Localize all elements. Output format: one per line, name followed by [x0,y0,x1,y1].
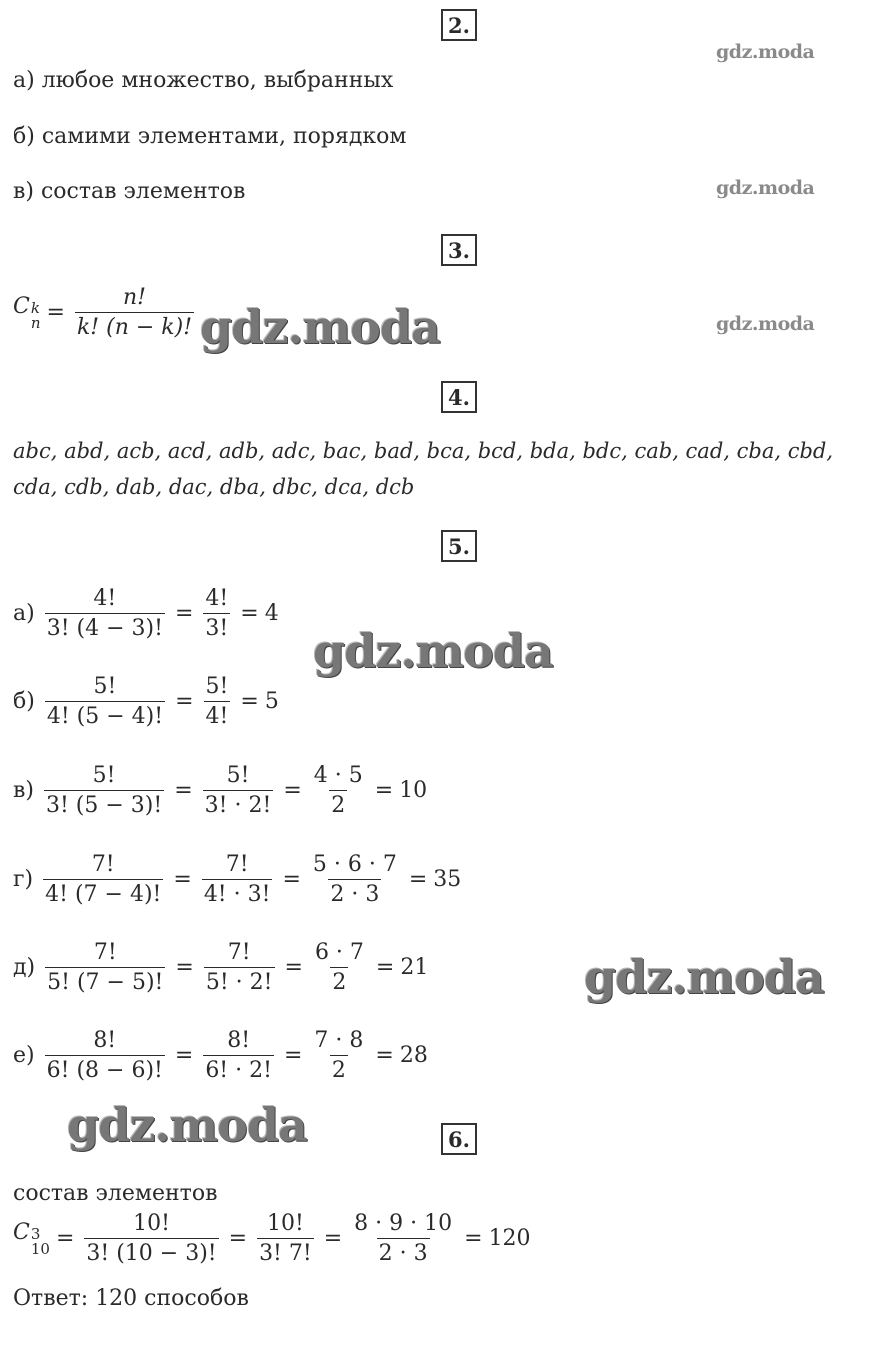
watermark: gdz.moda [716,313,815,335]
calc-row-g: г) $\frac{7!}{4! (7 - 4)!}$ = $\frac{7!}{4! \cdot 3!}$ = $\frac{5 \cdot 6 \cdot 7}{2 \cdot 3}$ = 35 [13,852,462,908]
answer-line-b: б) самими элементами, порядком [13,124,407,149]
combination-formula: C k n = $\frac{n!}{k! (n - k)!}$ [13,285,193,341]
intro-text: состав элементов [13,1181,218,1206]
answer-line-a: а) любое множество, выбранных [13,68,394,93]
section-number-2: 2 . [441,9,477,41]
formula-fraction: $\frac{n!}{k! (n - k)!}$ [76,285,193,341]
watermark: gdz.moda [67,1098,307,1152]
watermark: gdz.moda [716,41,815,63]
calc-row-b: б) $\frac{5!}{4! (5 - 4)!}$ = $\frac{5!}{4!}$ = 5 [13,674,279,730]
section-number-6: 6 . [441,1123,477,1155]
permutation-list-line-1: abc, abd, acb, acd, adb, adc, bac, bad, bca, bcd, bda, bdc, cab, cad, cba, cbd, [13,439,834,463]
section-number-3: 3 . [441,234,477,266]
watermark: gdz.moda [716,177,815,199]
combination-symbol: C 3 10 [13,1220,50,1259]
calc-row-v: в) $\frac{5!}{3! (5 - 3)!}$ = $\frac{5!}{3! \cdot 2!}$ = $\frac{4 \cdot 5}{2}$ = 10 [13,763,428,819]
answer-line-v: в) состав элементов [13,179,246,204]
section-number-4: 4 . [441,381,477,413]
calc-row-a: а) $\frac{4!}{3! (4 - 3)!}$ = $\frac{4!}{3!}$ = 4 [13,586,279,642]
combination-symbol: C k n [13,294,41,333]
section-number-5: 5 . [441,530,477,562]
calc-row-e: е) $\frac{8!}{6! (8 - 6)!}$ = $\frac{8!}{6! \cdot 2!}$ = $\frac{7 \cdot 8}{2}$ = 28 [13,1028,428,1084]
calc-row-d: д) $\frac{7!}{5! (7 - 5)!}$ = $\frac{7!}{5! \cdot 2!}$ = $\frac{6 \cdot 7}{2}$ = 21 [13,940,429,996]
permutation-list-line-2: cda, cdb, dab, dac, dba, dbc, dca, dcb [13,475,415,499]
watermark: gdz.moda [313,624,553,678]
final-calc: C 3 10 = $\frac{10!}{3! (10 - 3)!}$ = $\frac{10!}{3! 7!}$ = $\frac{8 \cdot 9 \cdot 10}{2 \cdot 3}$ = 120 [13,1211,531,1267]
final-answer: Ответ: 120 способов [13,1286,249,1311]
watermark: gdz.moda [584,950,824,1004]
watermark: gdz.moda [200,300,440,354]
